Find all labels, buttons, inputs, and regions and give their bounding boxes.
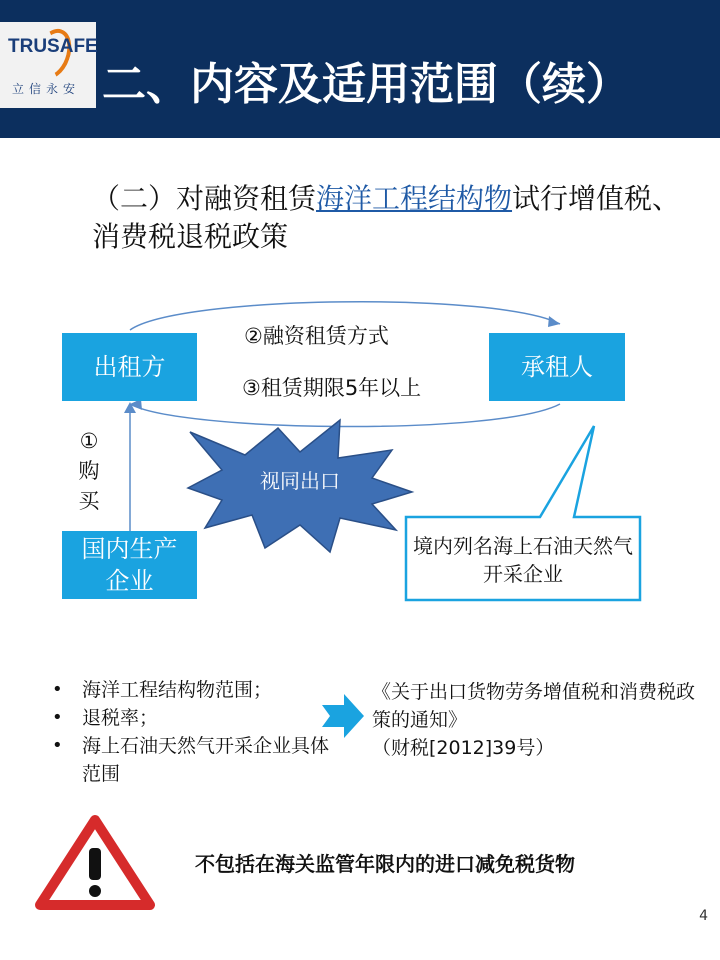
lease-term-label: ③租赁期限5年以上 xyxy=(242,376,422,400)
arc-bottom xyxy=(130,404,560,427)
finance-lease-label: ②融资租赁方式 xyxy=(244,324,389,348)
warning-exclamation-bar xyxy=(89,848,101,880)
subtitle-suffix: 试行增值税、消费税退税政策 xyxy=(92,182,681,253)
reference-document-number: （财税[2012]39号） xyxy=(372,737,555,759)
lessor-box: 出租方 xyxy=(62,333,197,401)
arc-top-arrowhead xyxy=(548,316,560,327)
policy-reference xyxy=(372,678,702,762)
subtitle-prefix: （二）对融资租赁 xyxy=(92,182,317,215)
page-title: 二、内容及适用范围（续） xyxy=(102,59,630,110)
scope-bullet-list xyxy=(48,676,338,788)
list-item: • 海上石油天然气开采企业具体范围 xyxy=(48,732,338,788)
warning-exclamation-dot xyxy=(89,885,101,897)
warning-text: 不包括在海关监管年限内的进口减免税货物 xyxy=(195,852,575,876)
lessee-box: 承租人 xyxy=(489,333,625,401)
logo-subtitle: 立信永安 xyxy=(12,82,81,96)
purchase-label: ①购买 xyxy=(78,429,100,513)
manufacturer-box xyxy=(62,531,197,599)
subtitle-highlight-link[interactable]: 海洋工程结构物 xyxy=(316,182,513,215)
list-item: • 退税率； xyxy=(48,704,338,732)
deemed-export-label: 视同出口 xyxy=(260,469,340,493)
manufacturer-label: 国内生产企业 xyxy=(81,535,178,595)
page-number: 4 xyxy=(699,908,708,924)
logo-wordmark: TRUSAFE xyxy=(8,36,98,57)
reference-title: 《关于出口货物劳务增值税和消费税政策的通知》 xyxy=(372,681,696,731)
list-item: • 海洋工程结构物范围； xyxy=(48,676,338,704)
callout-label: 境内列名海上石油天然气开采企业 xyxy=(413,534,633,586)
